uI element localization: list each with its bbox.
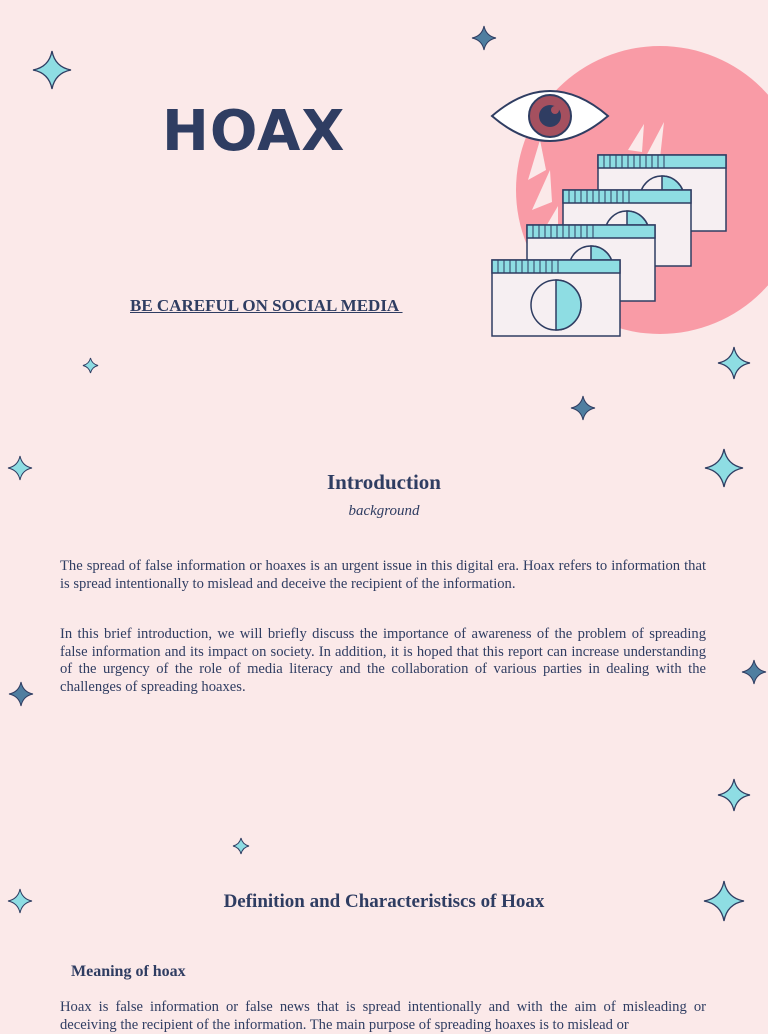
introduction-paragraph: The spread of false information or hoaxes is an urgent issue in this digital era. Hoax refers to information that is spread intentionally to mislead and deceive the recipient of the information.: [60, 558, 706, 592]
sparkle-icon: [570, 395, 596, 421]
hoax-illustration: [488, 20, 768, 350]
introduction-subheading: background: [348, 503, 420, 519]
meaning-heading: Meaning of hoax: [71, 963, 186, 980]
introduction-heading: Introduction: [327, 470, 441, 494]
meaning-paragraph: Hoax is false information or false news that is spread intentionally and with the aim of misleading or deceiving the recipient of the information. The main purpose of spreading hoaxes is to mislead or: [60, 999, 706, 1033]
page-subtitle: BE CAREFUL ON SOCIAL MEDIA: [130, 296, 403, 315]
sparkle-icon: [471, 25, 497, 51]
sparkle-icon: [82, 357, 99, 374]
sparkle-icon: [8, 681, 34, 707]
sparkle-icon: [717, 778, 751, 812]
sparkle-icon: [32, 50, 72, 90]
page-title: HOAX: [162, 99, 346, 164]
sparkle-icon: [232, 837, 250, 855]
sparkle-icon: [741, 659, 767, 685]
introduction-paragraph: In this brief introduction, we will briefly discuss the importance of awareness of the problem of spreading false information and its impact on society. In addition, it is hoped that this report can increase understanding of the urgency of the role of media literacy and the collaboration of various parties in dealing with the challenges of spreading hoaxes.: [60, 626, 706, 695]
definition-heading: Definition and Characteristiscs of Hoax: [223, 891, 545, 912]
sparkle-icon: [717, 346, 751, 380]
browser-window-icon: [492, 260, 620, 336]
